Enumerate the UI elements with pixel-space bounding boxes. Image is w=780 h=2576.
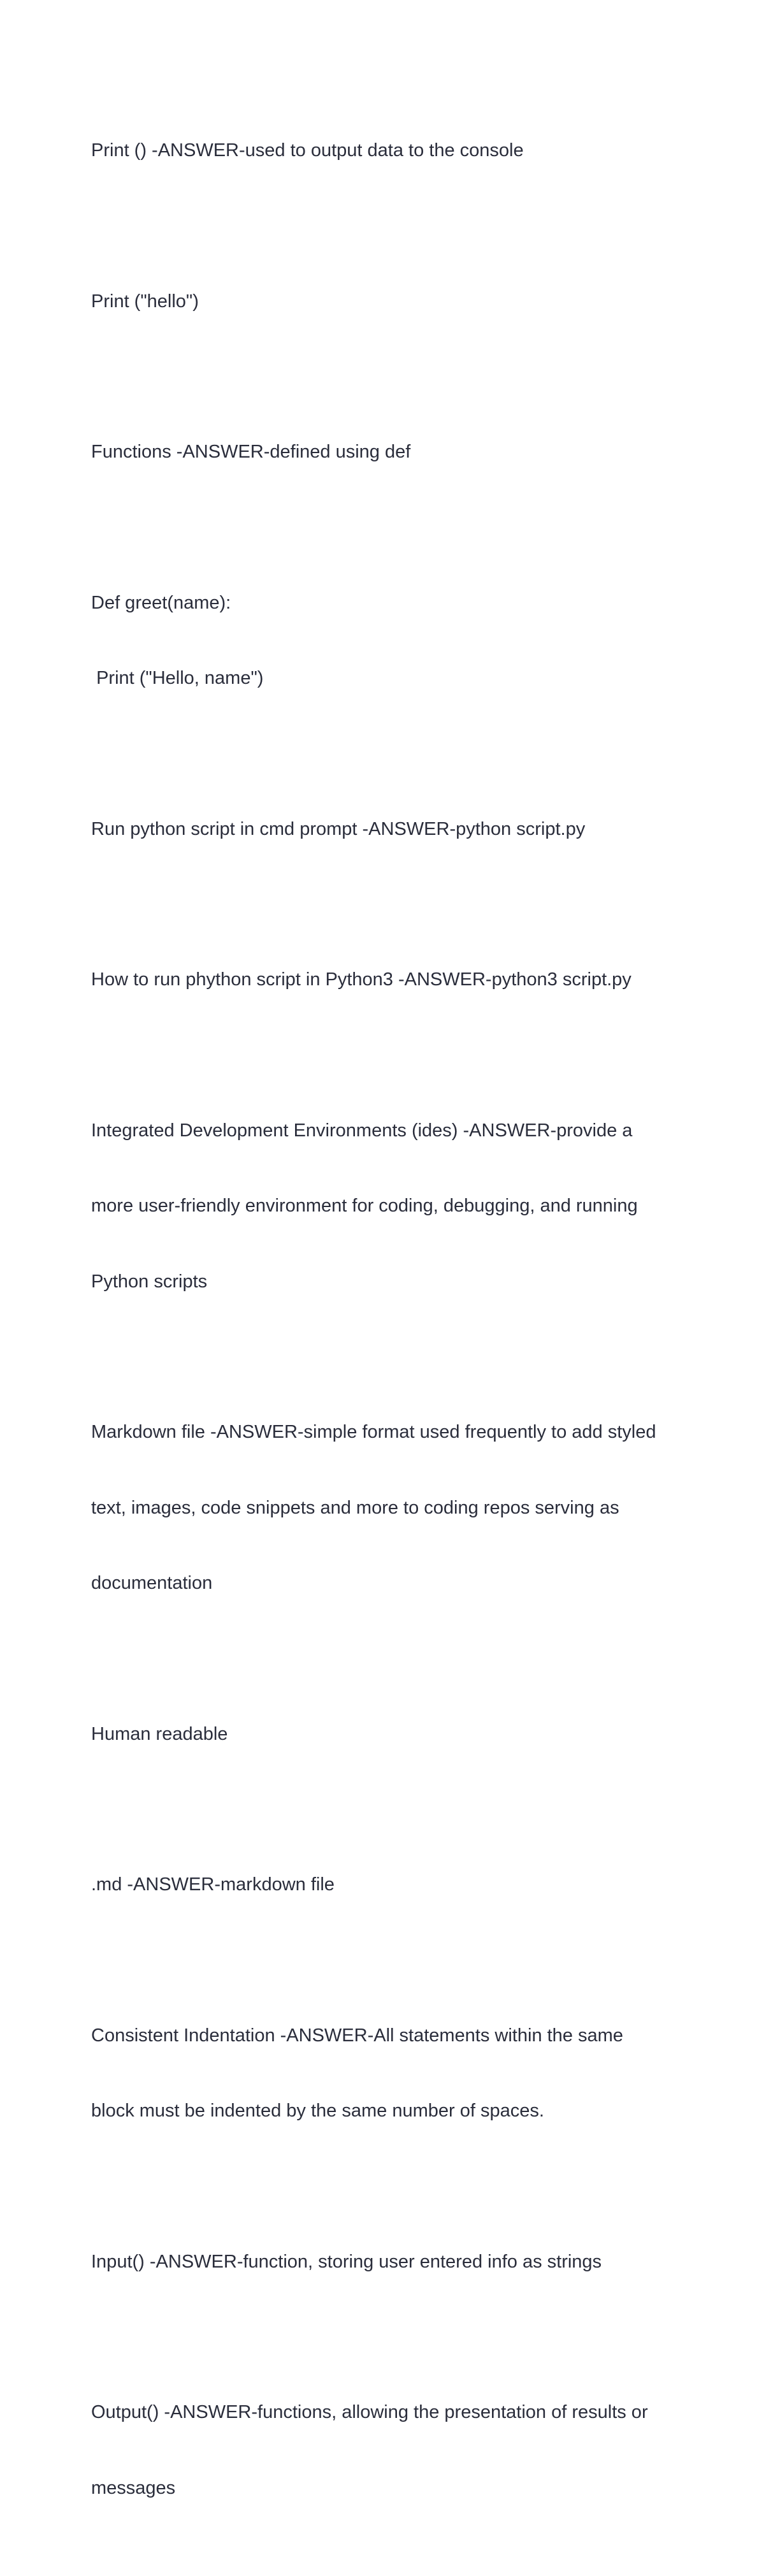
text-line: Output() -ANSWER-functions, allowing the presentation of results or — [91, 2402, 648, 2422]
text-line: Run python script in cmd prompt -ANSWER-python script.py — [91, 818, 586, 839]
paragraph-functions-definition — [91, 389, 690, 516]
text-line: Consistent Indentation -ANSWER-All statements within the same — [91, 2025, 623, 2046]
text-line: Print ("hello") — [91, 291, 199, 312]
text-line: Input() -ANSWER-function, storing user entered info as strings — [91, 2251, 602, 2272]
text-line: Def greet(name): — [91, 592, 231, 613]
text-line: How to run phython script in Python3 -ANSWER-python3 script.py — [91, 969, 632, 990]
paragraph-function-example — [91, 540, 690, 742]
text-line: more user-friendly environment for coding, debugging, and running — [91, 1196, 638, 1216]
text-line: documentation — [91, 1573, 213, 1593]
paragraph-run-python3 — [91, 917, 690, 1043]
paragraph-markdown-file — [91, 1370, 690, 1647]
text-line: Integrated Development Environments (ides) -ANSWER-provide a — [91, 1120, 633, 1141]
text-line: messages — [91, 2477, 176, 2498]
paragraph-run-script — [91, 767, 690, 893]
document-body — [91, 88, 690, 2576]
paragraph-output-function — [91, 2350, 690, 2551]
paragraph-print-definition — [91, 88, 690, 214]
text-line: Functions -ANSWER-defined using def — [91, 442, 411, 462]
text-line: Markdown file -ANSWER-simple format used frequently to add styled — [91, 1422, 656, 1442]
text-line: text, images, code snippets and more to coding repos serving as — [91, 1497, 619, 1518]
paragraph-md-extension — [91, 1822, 690, 1948]
text-line: Python scripts — [91, 1271, 208, 1292]
paragraph-ides — [91, 1068, 690, 1345]
paragraph-input-function — [91, 2199, 690, 2326]
text-line: Human readable — [91, 1723, 228, 1744]
text-line: Print ("Hello, name") — [91, 668, 264, 688]
text-line: .md -ANSWER-markdown file — [91, 1874, 335, 1895]
text-line: block must be indented by the same number of spaces. — [91, 2101, 544, 2121]
paragraph-human-readable — [91, 1672, 690, 1798]
text-line: Print () -ANSWER-used to output data to the console — [91, 140, 524, 161]
paragraph-consistent-indentation — [91, 1973, 690, 2174]
paragraph-print-example — [91, 239, 690, 365]
